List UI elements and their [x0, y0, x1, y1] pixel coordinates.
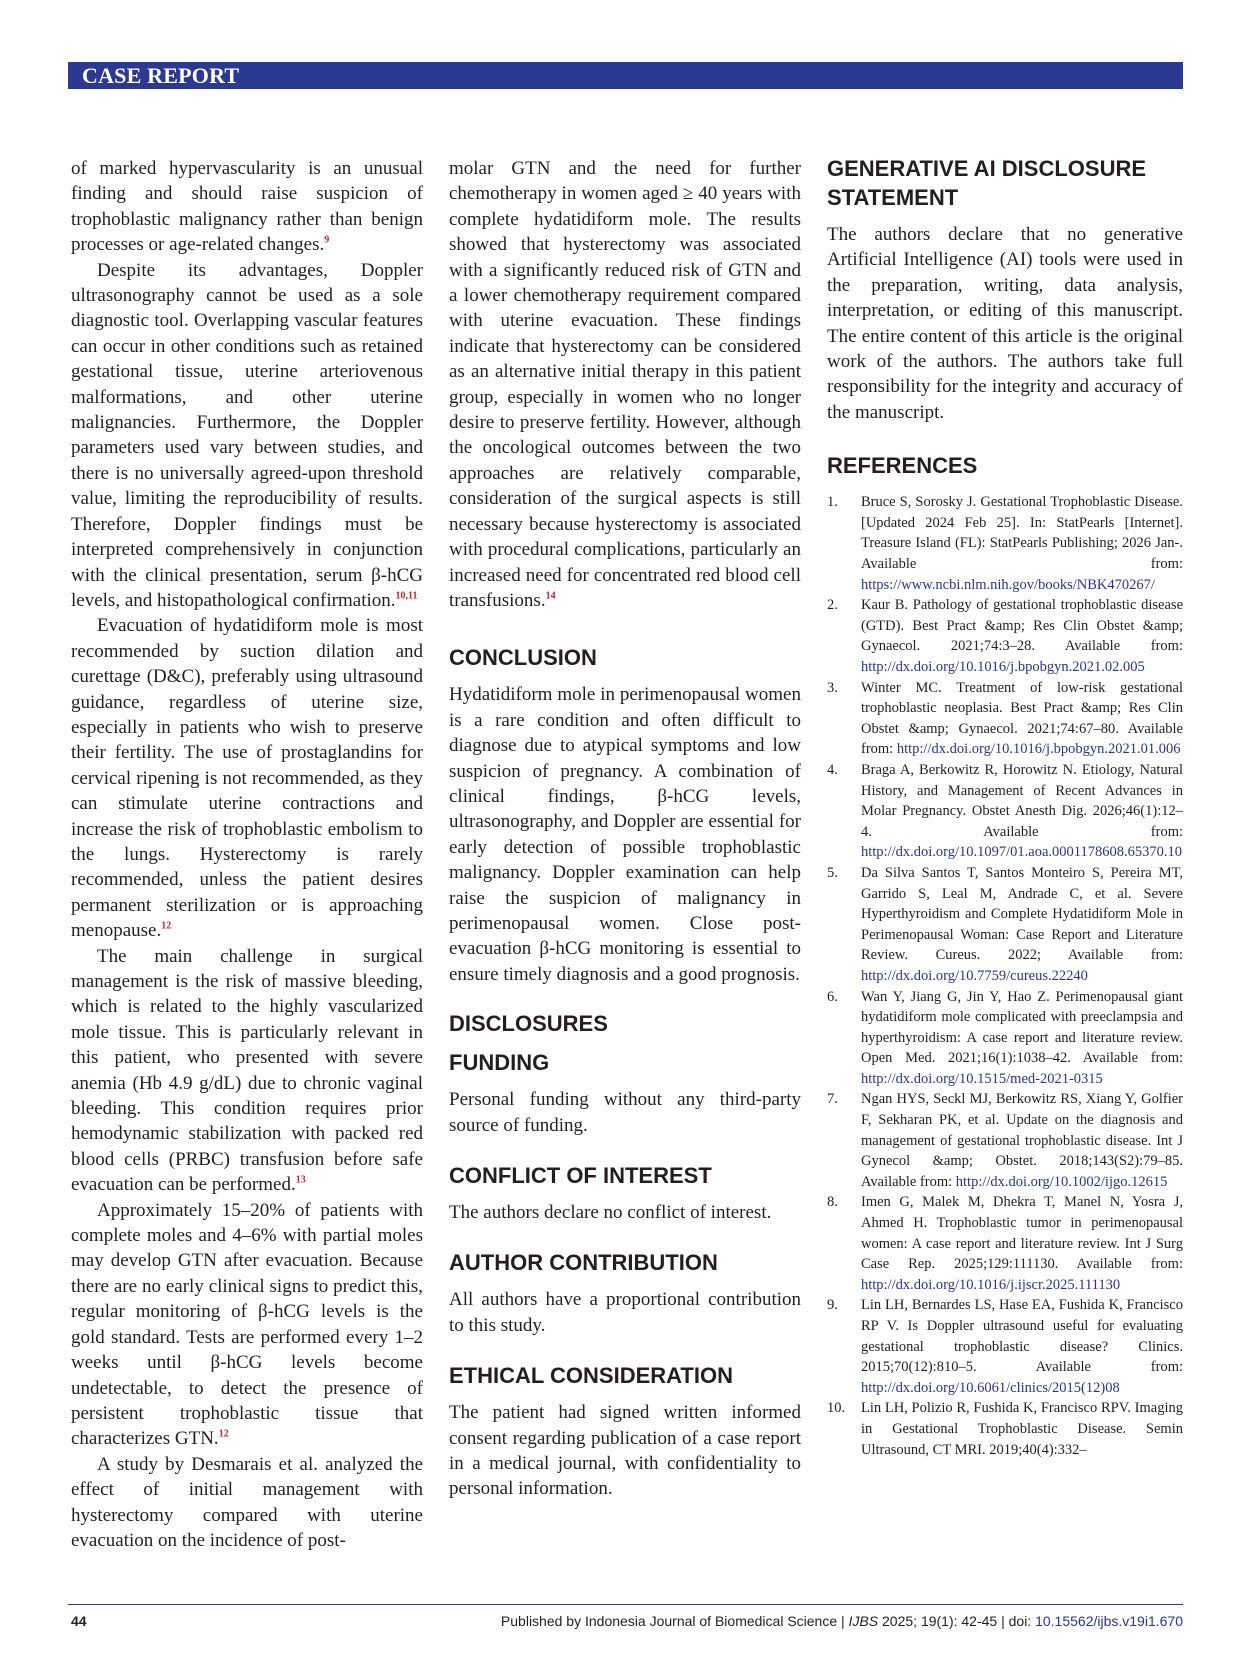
reference-text — [861, 760, 1183, 863]
footer-doi-link[interactable]: 10.15562/ijbs.v19i1.670 — [1035, 1613, 1183, 1629]
paragraph-text: molar GTN and the need for further chemotherapy in women aged ≥ 40 years with complete hydatidiform mole. The results showed that hysterectomy was associated with a significantly reduced risk of GTN and a lower chemotherapy requirement compared with uterine evacuation. These findings indicate that hysterectomy can be considered as an alternative initial therapy in this patient group, especially in women who no longer desire to preserve fertility. However, although the oncological outcomes between the two approaches are relatively comparable, consideration of the surgical aspects is still necessary because hysterectomy is associated with procedural complications, particularly an increased need for concentrated red blood cell transfusions. — [449, 158, 801, 611]
reference-link[interactable]: http://dx.doi.org/10.6061/clinics/2015(12)08 — [861, 1379, 1120, 1396]
citation[interactable]: 10,11 — [395, 590, 418, 602]
page-number: 44 — [71, 1613, 87, 1629]
reference-number: 9. — [827, 1297, 838, 1314]
reference-item — [827, 760, 1183, 863]
reference-citation: Imen G, Malek M, Dhekra T, Manel N, Yosra J, Ahmed H. Trophoblastic tumor in perimenopausal women: A case report and literature review. Int J Surg Case Rep. 2025;129:111130. Available from: — [861, 1194, 1183, 1273]
footer-divider — [68, 1604, 1183, 1605]
reference-item — [827, 678, 1183, 760]
reference-text — [861, 1295, 1183, 1398]
reference-item — [827, 595, 1183, 677]
reference-number: 8. — [827, 1194, 838, 1211]
reference-link[interactable]: http://dx.doi.org/10.1016/j.bpobgyn.2021.02.005 — [861, 659, 1145, 675]
paragraph-text: Evacuation of hydatidiform mole is most recommended by suction dilation and curettage (D&C), preferably using ultrasound guidance, regardless of uterine size, especially in patients who wish to preserve their fertility. The use of prostaglandins for cervical ripening is not recommended, as they can stimulate uterine contractions and increase the risk of trophoblastic embolism to the lungs. Hysterectomy is rarely recommended, unless the patient desires permanent sterilization or is approaching menopause. — [71, 615, 423, 942]
reference-text — [861, 863, 1183, 987]
reference-number: 6. — [827, 988, 838, 1005]
reference-number: 4. — [827, 761, 838, 778]
reference-item — [827, 1192, 1183, 1295]
footer-journal-abbr: IJBS — [848, 1613, 879, 1629]
disclosures-heading: DISCLOSURES — [449, 1011, 608, 1037]
reference-text — [861, 678, 1183, 760]
reference-text — [861, 1089, 1183, 1192]
reference-citation: Kaur B. Pathology of gestational trophoblastic disease (GTD). Best Pract &amp; Res Clin Obstet &amp; Gynaecol. 2021;74:3–28. Available from: — [861, 597, 1183, 655]
reference-item — [827, 1089, 1183, 1192]
reference-item — [827, 1295, 1183, 1398]
reference-citation: Wan Y, Jiang G, Jin Y, Hao Z. Perimenopausal giant hydatidiform mole complicated with preeclampsia and hyperthyroidism: A case report and literature review. Open Med. 2021;16(1):1038–42. Available from: — [861, 988, 1183, 1067]
reference-item — [827, 492, 1183, 595]
section-header-bar — [68, 62, 1183, 89]
reference-list — [827, 492, 1183, 1460]
references-heading: REFERENCES — [827, 453, 978, 479]
reference-citation: Lin LH, Bernardes LS, Hase EA, Fushida K, Francisco RP V. Is Doppler ultrasound useful for evaluating gestational trophoblastic disease? Clinics. 2015;70(12):810–5. Available from: — [861, 1297, 1183, 1376]
reference-item — [827, 863, 1183, 987]
column-3 — [827, 156, 1183, 1460]
reference-citation: Winter MC. Treatment of low-risk gestational trophoblastic neoplasia. Best Pract &amp; Res Clin Obstet &amp; Gynaecol. 2021;74:67–80. Available from: — [861, 679, 1183, 758]
reference-link[interactable]: https://www.ncbi.nlm.nih.gov/books/NBK470267/ — [861, 576, 1155, 593]
paragraph — [71, 156, 423, 258]
paragraph: A study by Desmarais et al. analyzed the effect of initial management with hysterectomy compared with uterine evacuation on the incidence of post- — [71, 1453, 423, 1551]
reference-citation: Ngan HYS, Seckl MJ, Berkowitz RS, Xiang Y, Golfier F, Sekharan PK, et al. Update on the diagnosis and management of gestational trophoblastic disease. Int J Gynecol &amp; Obstet. 2018;143(S2):79–85. Available from: — [861, 1091, 1183, 1190]
reference-citation: Bruce S, Sorosky J. Gestational Trophoblastic Disease. [Updated 2024 Feb 25]. In: StatPearls [Internet]. Treasure Island (FL): StatPearls Publishing; 2026 Jan-. Available from: — [861, 494, 1183, 573]
reference-citation: Lin LH, Polizio R, Fushida K, Francisco RPV. Imaging in Gestational Trophoblastic Disease. Semin Ultrasound, CT MRI. 2019;40(4):332– — [861, 1400, 1183, 1458]
reference-text — [861, 987, 1183, 1090]
ai-disclosure-text: The authors declare that no generative Artificial Intelligence (AI) tools were used in the preparation, writing, data analysis, interpretation, or editing of this manuscript. The entire content of this article is the original work of the authors. The authors take full responsibility for the integrity and accuracy of the manuscript. — [827, 224, 1183, 423]
reference-link[interactable]: http://dx.doi.org/10.1097/01.aoa.0001178608.65370.10 — [861, 844, 1183, 861]
reference-item — [827, 987, 1183, 1090]
reference-number: 3. — [827, 679, 838, 696]
column-1 — [71, 156, 423, 1553]
reference-text — [861, 595, 1183, 677]
author-contribution-heading: AUTHOR CONTRIBUTION — [449, 1250, 718, 1276]
ethical-consideration-heading: ETHICAL CONSIDERATION — [449, 1363, 733, 1389]
paragraph-text: The main challenge in surgical management is the risk of massive bleeding, which is related to the highly vascularized mole tissue. This is particularly relevant in this patient, who presented with severe anemia (Hb 4.9 g/dL) due to chronic vaginal bleeding. This condition requires prior hemodynamic stabilization with packed red blood cells (PRBC) transfusion before safe evacuation can be performed. — [71, 945, 423, 1196]
footer-volume: 2025; 19(1): 42-45 | doi: — [878, 1613, 1036, 1629]
paragraph — [71, 258, 423, 614]
citation[interactable]: 9 — [324, 234, 330, 246]
citation[interactable]: 13 — [295, 1174, 306, 1186]
conflict-of-interest-heading: CONFLICT OF INTEREST — [449, 1163, 712, 1188]
paragraph-text: Approximately 15–20% of patients with complete moles and 4–6% with partial moles may develop GTN after evacuation. Because there are no early clinical signs to predict this, regular monitoring of β-hCG levels is the gold standard. Tests are performed every 1–2 weeks until β-hCG levels become undetectable, to detect the presence of persistent trophoblastic tissue that characterizes GTN. — [71, 1199, 423, 1450]
footer-citation — [501, 1613, 1183, 1629]
paragraph-text: of marked hypervascularity is an unusual finding and should raise suspicion of trophoblastic malignancy rather than benign processes or age-related changes. — [71, 158, 423, 256]
citation[interactable]: 14 — [545, 590, 556, 602]
conclusion-text: Hydatidiform mole in perimenopausal women is a rare condition and often difficult to diagnose due to atypical symptoms and low suspicion of pregnancy. A combination of clinical findings, β-hCG levels, ultrasonography, and Doppler are essential for early detection of possible trophoblastic malignancy. Doppler examination can help raise the suspicion of malignancy in perimenopausal women. Close post-evacuation β-hCG monitoring is essential to ensure timely diagnosis and a good prognosis. — [449, 684, 801, 985]
reference-item — [827, 1398, 1183, 1460]
conclusion-heading: CONCLUSION — [449, 645, 597, 671]
reference-link[interactable]: http://dx.doi.org/10.7759/cureus.22240 — [861, 967, 1088, 984]
funding-heading: FUNDING — [449, 1050, 550, 1076]
reference-text — [861, 1192, 1183, 1295]
reference-text — [861, 492, 1183, 595]
column-2 — [449, 156, 801, 1502]
ethical-consideration-text: The patient had signed written informed consent regarding publication of a case report in a medical journal, with confidentiality to personal information. — [449, 1402, 801, 1500]
conflict-of-interest-text: The authors declare no conflict of interest. — [449, 1202, 772, 1223]
reference-link[interactable]: http://dx.doi.org/10.1016/j.ijscr.2025.111130 — [861, 1276, 1121, 1293]
paragraph-text: Despite its advantages, Doppler ultrasonography cannot be used as a sole diagnostic tool. Overlapping vascular features can occur in other conditions such as retained gestational tissue, uterine arteriovenous malformations, and other uterine malignancies. Furthermore, the Doppler parameters used vary between studies, and there is no universally agreed-upon threshold value, limiting the reproducibility of results. Therefore, Doppler findings must be interpreted comprehensively in conjunction with the clinical presentation, serum β-hCG levels, and histopathological confirmation. — [71, 259, 423, 611]
citation[interactable]: 12 — [161, 920, 172, 932]
reference-number: 2. — [827, 597, 838, 614]
section-label: CASE REPORT — [82, 63, 240, 88]
reference-link[interactable]: http://dx.doi.org/10.1002/ijgo.12615 — [955, 1173, 1168, 1190]
reference-link[interactable]: http://dx.doi.org/10.1515/med-2021-0315 — [861, 1070, 1103, 1087]
reference-citation: Da Silva Santos T, Santos Monteiro S, Pereira MT, Garrido S, Leal M, Andrade C, et al. Severe Hyperthyroidism and Complete Hydatidiform Mole in Perimenopausal Woman: Case Report and Literature Review. Cureus. 2022; Available from: — [861, 864, 1183, 964]
reference-citation: Braga A, Berkowitz R, Horowitz N. Etiology, Natural History, and Management of Recent Advances in Molar Pregnancy. Obstet Anesth Dig. 2026;46(1):12–4. Available from: — [861, 761, 1183, 840]
paragraph — [449, 156, 801, 613]
funding-text: Personal funding without any third-party source of funding. — [449, 1089, 801, 1136]
reference-number: 5. — [827, 864, 838, 881]
footer-publisher: Published by Indonesia Journal of Biomedical Science | — [500, 1613, 849, 1629]
reference-number: 10. — [827, 1400, 846, 1417]
paragraph — [71, 613, 423, 943]
reference-text — [861, 1398, 1183, 1460]
paragraph — [71, 944, 423, 1198]
paragraph — [71, 1198, 423, 1452]
reference-number: 7. — [827, 1091, 838, 1108]
citation[interactable]: 12 — [218, 1428, 229, 1440]
author-contribution-text: All authors have a proportional contribution to this study. — [449, 1289, 801, 1336]
reference-link[interactable]: http://dx.doi.org/10.1016/j.bpobgyn.2021.01.006 — [896, 741, 1181, 758]
ai-disclosure-heading: GENERATIVE AI DISCLOSURE STATEMENT — [827, 156, 1147, 210]
reference-number: 1. — [827, 494, 838, 511]
